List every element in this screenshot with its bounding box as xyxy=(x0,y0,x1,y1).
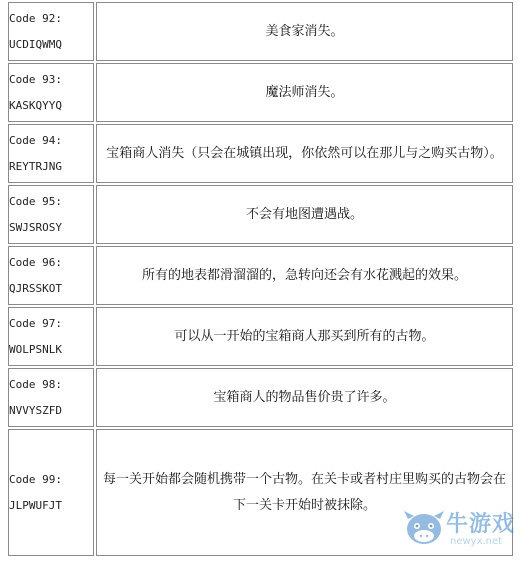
code-key: JLPWUFJT xyxy=(9,498,62,512)
cheat-code-table xyxy=(6,0,515,558)
code-key: SWJSROSY xyxy=(9,220,62,234)
code-table-container xyxy=(6,0,515,558)
code-key: UCDIQWMQ xyxy=(9,37,62,51)
code-number: Code 95: xyxy=(9,194,62,208)
code-description: 可以从一开始的宝箱商人那买到所有的古物。 xyxy=(96,307,513,366)
code-cell xyxy=(8,185,94,244)
code-cell xyxy=(8,246,94,305)
code-description: 美食家消失。 xyxy=(96,2,513,61)
code-description: 宝箱商人的物品售价贵了许多。 xyxy=(96,368,513,427)
table-row xyxy=(8,185,513,244)
table-row xyxy=(8,63,513,122)
code-description: 所有的地表都滑溜溜的，急转向还会有水花溅起的效果。 xyxy=(96,246,513,305)
code-number: Code 93: xyxy=(9,72,62,86)
code-key: REYTRJNG xyxy=(9,159,62,173)
code-description: 每一关开始都会随机携带一个古物。在关卡或者村庄里购买的古物会在下一关卡开始时被抹除。 xyxy=(96,429,513,556)
code-number: Code 98: xyxy=(9,377,62,391)
table-row xyxy=(8,368,513,427)
table-row xyxy=(8,307,513,366)
code-key: NVVYSZFD xyxy=(9,403,62,417)
code-cell xyxy=(8,63,94,122)
code-cell xyxy=(8,368,94,427)
code-cell xyxy=(8,307,94,366)
code-number: Code 96: xyxy=(9,255,62,269)
watermark-url: newyx.net xyxy=(450,536,503,547)
code-number: Code 94: xyxy=(9,133,62,147)
code-description: 不会有地图遭遇战。 xyxy=(96,185,513,244)
site-watermark xyxy=(402,505,517,553)
cow-mascot-icon xyxy=(402,507,446,551)
code-key: QJRSSKOT xyxy=(9,281,62,295)
code-key: KASKQYYQ xyxy=(9,98,62,112)
code-cell xyxy=(8,2,94,61)
table-row xyxy=(8,2,513,61)
code-number: Code 99: xyxy=(9,472,62,486)
table-row xyxy=(8,246,513,305)
code-number: Code 92: xyxy=(9,11,62,25)
code-cell xyxy=(8,124,94,183)
code-description: 魔法师消失。 xyxy=(96,63,513,122)
code-number: Code 97: xyxy=(9,316,62,330)
code-key: WOLPSNLK xyxy=(9,342,62,356)
watermark-brand: 牛游戏 xyxy=(446,512,516,537)
table-row xyxy=(8,124,513,183)
code-description: 宝箱商人消失（只会在城镇出现，你依然可以在那儿与之购买古物）。 xyxy=(96,124,513,183)
code-cell xyxy=(8,429,94,556)
